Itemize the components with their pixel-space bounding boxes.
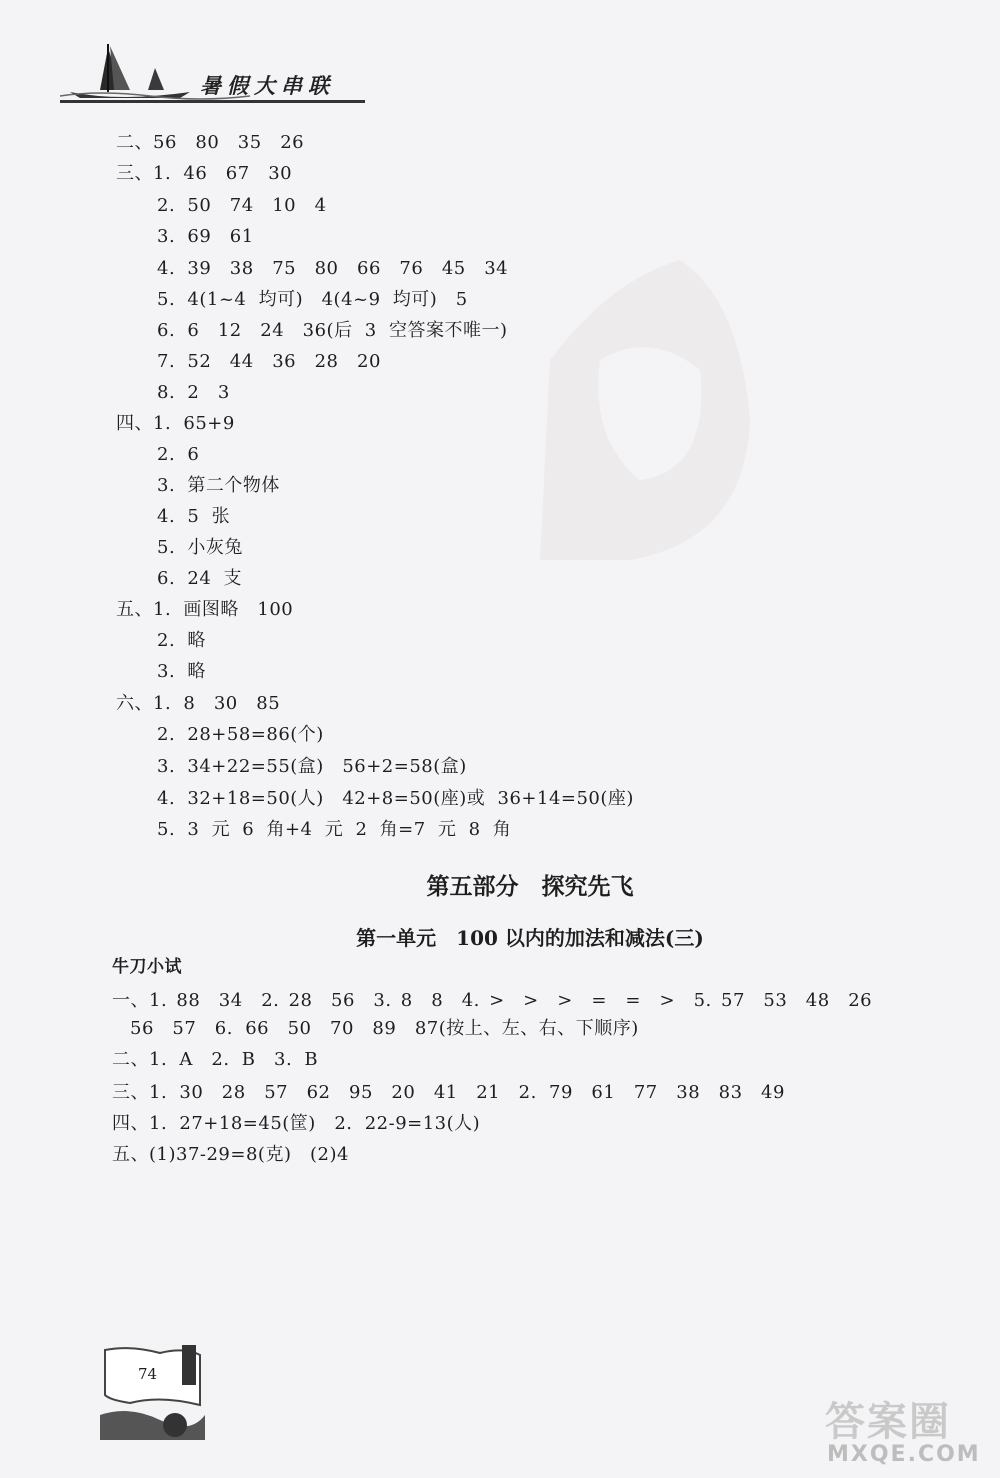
watermark-bottom-text: MXQE.COM <box>827 1442 981 1467</box>
answer-line: 6. 6 12 24 36(后 3 空答案不唯一) <box>157 320 508 341</box>
answer-line: 2. 6 <box>157 444 200 465</box>
answer-line: 2. 50 74 10 4 <box>157 195 327 216</box>
answer-line: 三、1. 30 28 57 62 95 20 41 21 2. 79 61 77 38 83 49 <box>112 1082 785 1103</box>
watermark <box>825 1390 995 1470</box>
header-rule <box>60 100 365 103</box>
answer-line: 3. 略 <box>157 661 206 682</box>
part-title: 第五部分 探究先飞 <box>426 873 634 900</box>
page-header <box>60 40 370 115</box>
answer-line: 五、1. 画图略 100 <box>116 599 294 620</box>
answer-line: 4. 32+18=50(人) 42+8=50(座)或 36+14=50(座) <box>157 788 634 809</box>
answer-line: 6. 24 支 <box>157 568 243 589</box>
answer-line: 4. 39 38 75 80 66 76 45 34 <box>157 258 509 279</box>
answer-line: 4. 5 张 <box>157 506 231 527</box>
watermark-top-text: 答案圈 <box>825 1398 951 1445</box>
answer-line: 5. 4(1~4 均可) 4(4~9 均可) 5 <box>157 289 468 310</box>
answer-line: 一、1. 88 34 2. 28 56 3. 8 8 4. > > > = = > 5. 57 53 48 26 <box>112 990 873 1011</box>
header-title: 暑假大串联 <box>200 73 335 98</box>
answer-line: 六、1. 8 30 85 <box>116 693 281 714</box>
answer-line: 7. 52 44 36 28 20 <box>157 351 381 372</box>
answer-line: 5. 3 元 6 角+4 元 2 角=7 元 8 角 <box>157 819 512 840</box>
answer-line: 3. 69 61 <box>157 226 254 247</box>
page-number: 74 <box>138 1365 158 1383</box>
answer-line: 二、1. A 2. B 3. B <box>112 1049 319 1070</box>
answer-line: 2. 略 <box>157 630 206 651</box>
answer-line: 56 57 6. 66 50 70 89 87(按上、左、右、下顺序) <box>130 1018 639 1039</box>
answer-line: 5. 小灰兔 <box>157 537 243 558</box>
answer-line: 2. 28+58=86(个) <box>157 724 324 745</box>
answer-line: 3. 34+22=55(盒) 56+2=58(盒) <box>157 756 467 777</box>
answer-line: 3. 第二个物体 <box>157 475 280 496</box>
unit-title: 第一单元 100 以内的加法和减法(三) <box>356 926 704 950</box>
background-decoration <box>530 240 760 570</box>
answer-line: 四、1. 27+18=45(筐) 2. 22-9=13(人) <box>112 1113 481 1134</box>
answer-line: 五、(1)37-29=8(克) (2)4 <box>112 1144 349 1165</box>
answer-line: 三、1. 46 67 30 <box>116 163 293 184</box>
answer-line: 8. 2 3 <box>157 382 230 403</box>
answer-line: 四、1. 65+9 <box>116 413 235 434</box>
answer-line: 二、56 80 35 26 <box>116 132 305 153</box>
footer-decoration <box>100 1345 210 1440</box>
subsection-title: 牛刀小试 <box>112 957 182 977</box>
